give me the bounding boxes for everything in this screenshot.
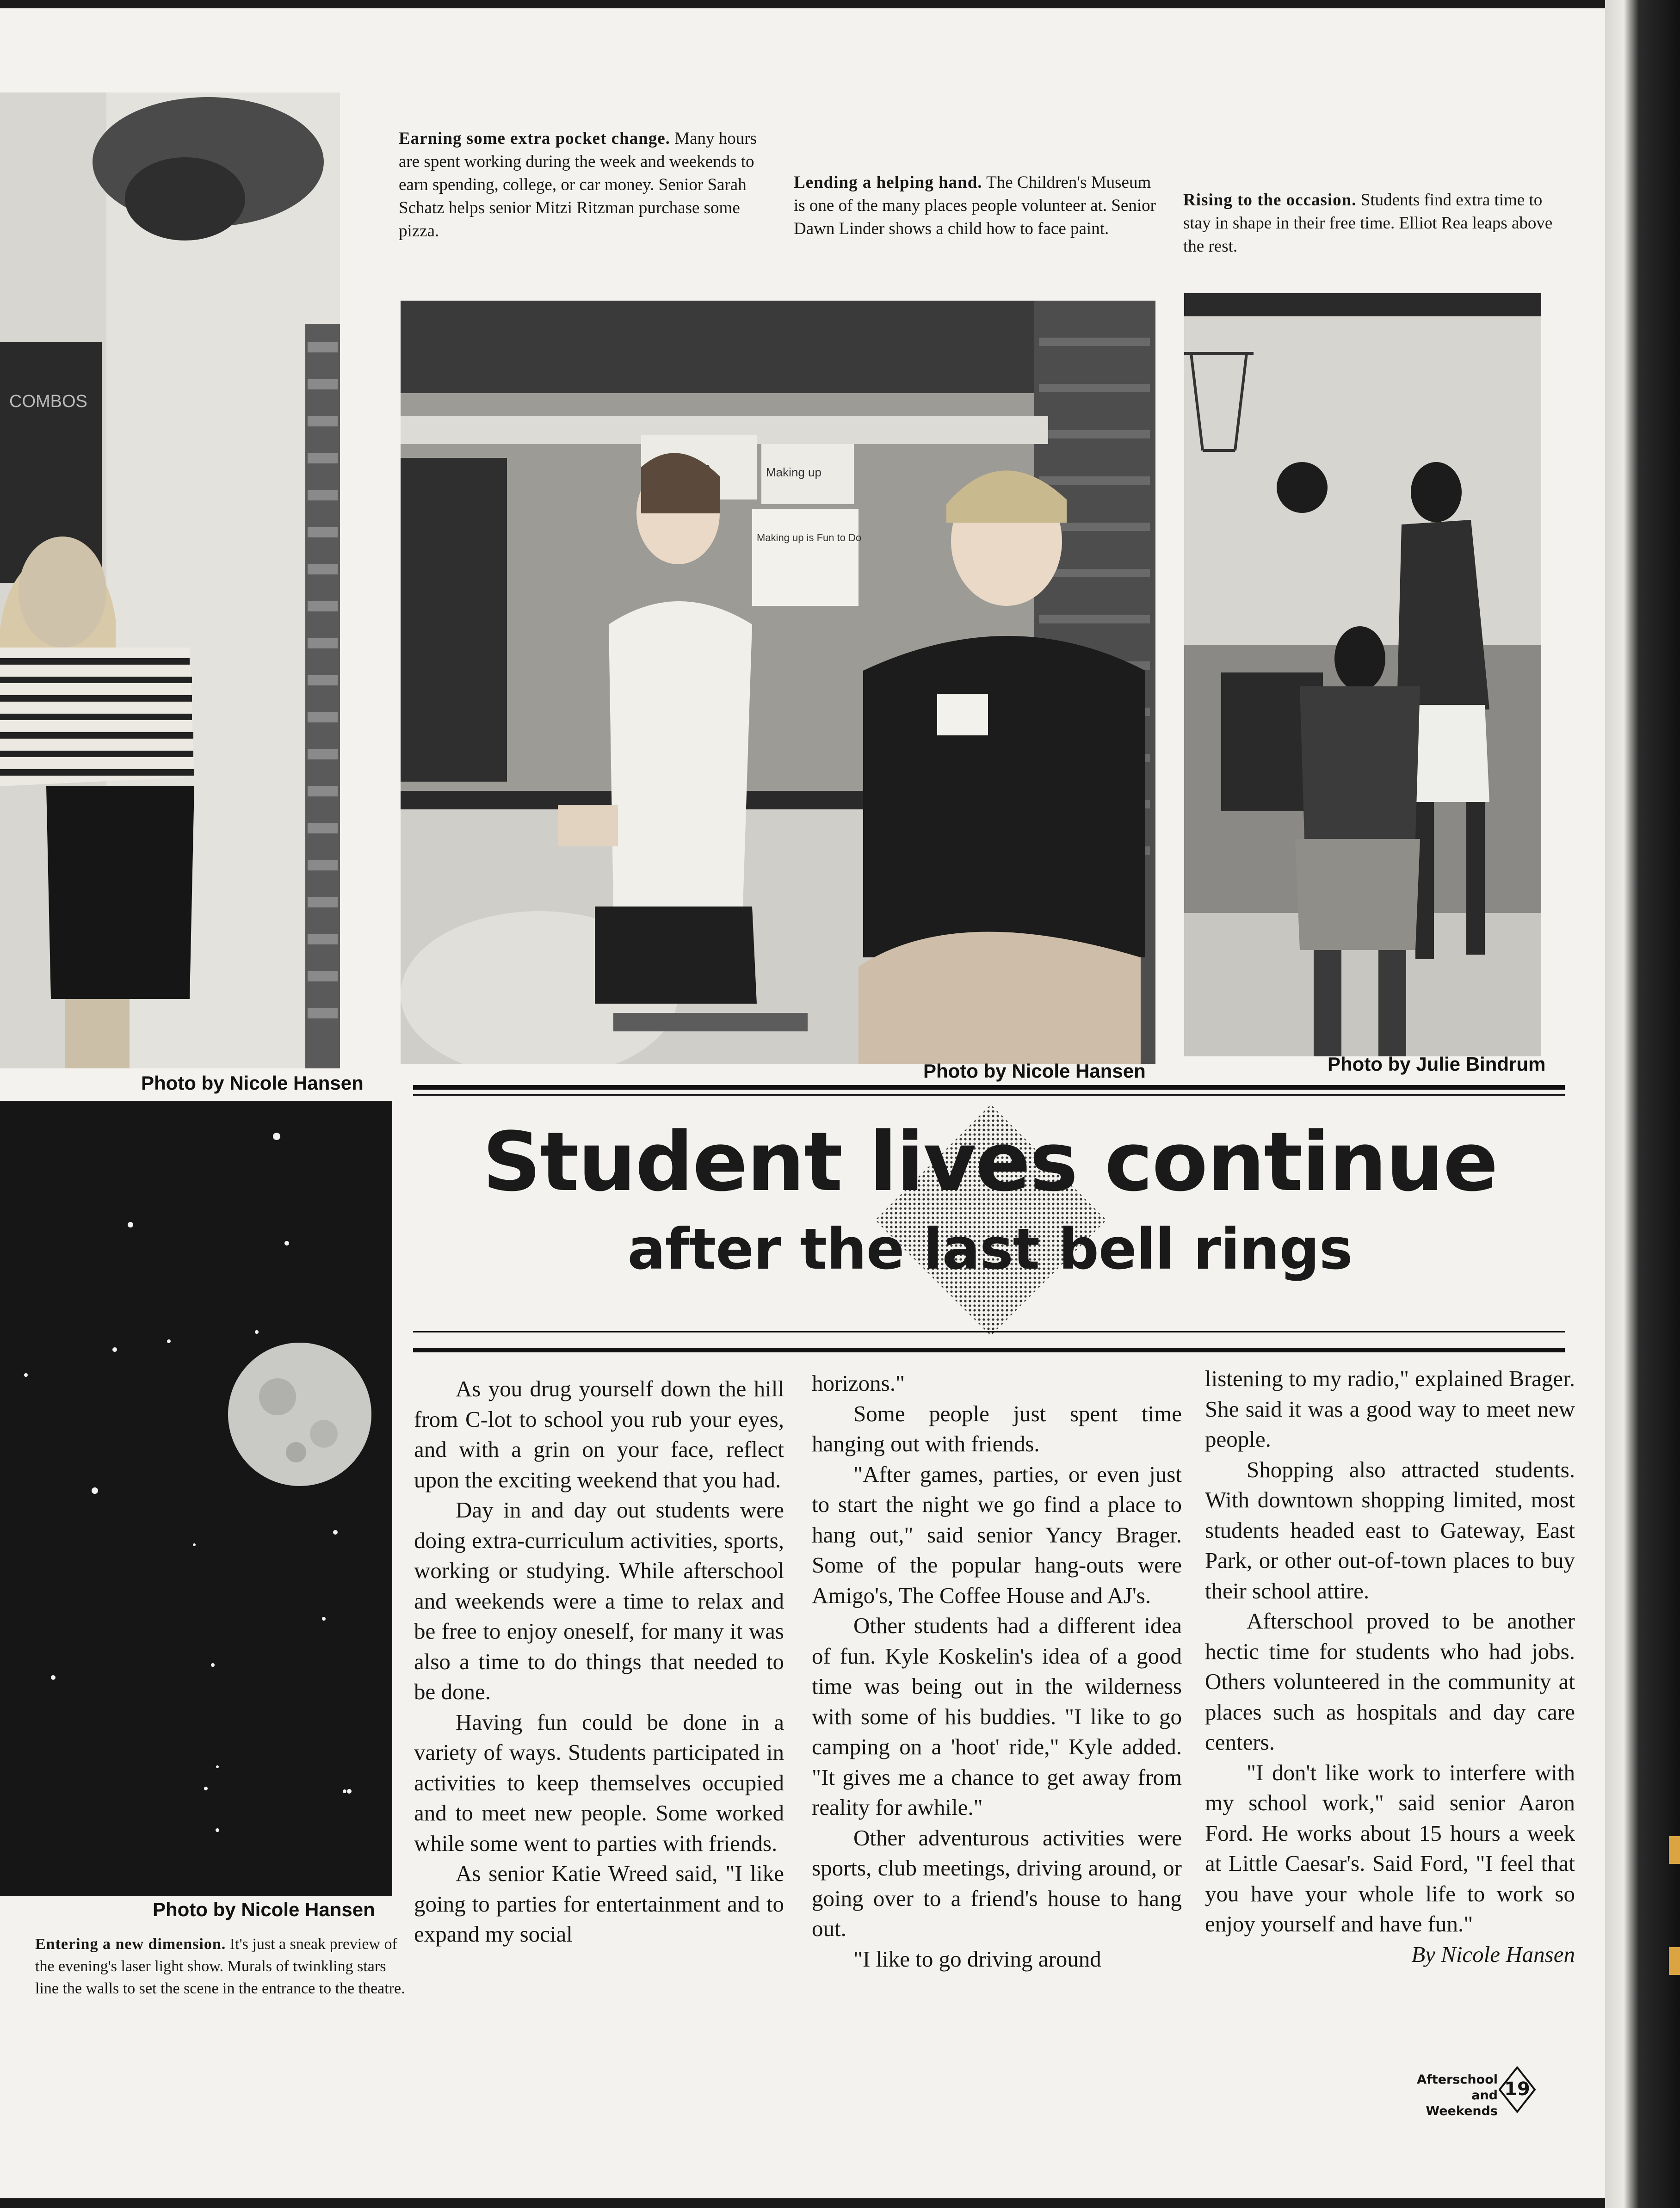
- article-paragraph: Other students had a different idea of fun. Kyle Koskelin's idea of a good time was being out in the wilderness with some of his buddies. "I like to go camping on a 'hoot' ride," Kyle added. "It gives me a chance to get away from reality for awhile.": [812, 1613, 1182, 1820]
- photo-space-mural: [0, 1101, 392, 1896]
- photo-pizza-counter: [0, 93, 340, 1068]
- caption-new-dimension: [35, 1933, 405, 2000]
- caption-lead: Rising to the occasion.: [1183, 191, 1357, 210]
- caption-rising-occasion: [1183, 189, 1553, 258]
- article-byline: By Nicole Hansen: [1411, 1941, 1575, 1967]
- article-paragraph: "I don't like work to interfere with my school work," said senior Aaron Ford. He works about 15 hours a week at Little Caesar's. Said Ford, "I feel that you have your whole life to work so enjoy yourself and have fun.": [1205, 1759, 1575, 1937]
- headline-rule-bottom-thin: [413, 1331, 1565, 1332]
- article-paragraph: As you drug yourself down the hill from C-lot to school you rub your eyes, and with a grin on your face, reflect upon the exciting weekend that you had.: [414, 1376, 784, 1493]
- article-paragraph: Other adventurous activities were sports, club meetings, driving around, or going over to a friend's house to hang out.: [812, 1825, 1182, 1941]
- article-paragraph: "After games, parties, or even just to start the night we go find a place to hang out," said senior Yancy Brager. Some of the popular hang-outs were Amigo's, The Coffee House and AJ's.: [812, 1461, 1182, 1608]
- article-column-3: [1205, 1363, 1575, 1969]
- headline-rule-bottom: [413, 1348, 1565, 1352]
- caption-lead: Lending a helping hand.: [794, 173, 982, 192]
- photo-face-painting: [401, 301, 1155, 1064]
- caption-text: Students find extra time to stay in shape in their free time. Elliot Rea leaps above the rest.: [1183, 191, 1553, 256]
- caption-pocket-change: [399, 127, 769, 243]
- article-paragraph: listening to my radio," explained Brager. She said it was a good way to meet new people.: [1205, 1366, 1575, 1452]
- article-paragraph: Some people just spent time hanging out with friends.: [812, 1400, 1182, 1456]
- banner-text: Making up: [766, 465, 821, 479]
- photo-credit: Photo by Nicole Hansen: [153, 1899, 375, 1920]
- caption-text: Many hours are spent working during the week and weekends to earn spending, college, or car money. Senior Sarah Schatz helps senior Mitzi Ritzman purchase some pizza.: [399, 129, 757, 241]
- banner-text: Making up is Fun to Do: [757, 532, 862, 543]
- headline-rule-top: [413, 1085, 1565, 1090]
- section-name: [1417, 2072, 1498, 2119]
- section-name-line: and Weekends: [1426, 2088, 1498, 2118]
- page-number-diamond: [1499, 2066, 1536, 2113]
- photo-credit: Photo by Nicole Hansen: [923, 1060, 1146, 1082]
- page-number: 19: [1504, 2078, 1530, 2100]
- article-paragraph: Afterschool proved to be another hectic time for students who had jobs. Others volunteered in the community at places such as hospitals and day care centers.: [1205, 1608, 1575, 1755]
- headline-sub: after the last bell rings: [627, 1216, 1353, 1282]
- menu-board-text: COMBOS: [9, 392, 87, 411]
- photo-credit: Photo by Julie Bindrum: [1328, 1053, 1546, 1075]
- page-tab-marker: [1669, 1947, 1680, 1975]
- article-paragraph: Day in and day out students were doing extra-curriculum activities, sports, working or studying. While afterschool and weekends were a time to relax and be free to enjoy oneself, for many it was also a time to do things that needed to be done.: [414, 1497, 784, 1704]
- article-paragraph: As senior Katie Wreed said, "I like going to parties for entertainment and to expand my social: [414, 1861, 784, 1947]
- photo-basketball: [1184, 293, 1541, 1056]
- caption-text: It's just a sneak preview of the evening's laser light show. Murals of twinkling stars line the walls to set the scene in the entrance to the theatre.: [35, 1936, 405, 1997]
- headline-main: Student lives continue: [482, 1115, 1497, 1209]
- caption-lead: Entering a new dimension.: [35, 1936, 226, 1953]
- article-paragraph: Having fun could be done in a variety of ways. Students participated in activities to keep themselves occupied and to meet new people. Some worked while some went to parties with friends.: [414, 1709, 784, 1856]
- article-column-2: [812, 1368, 1182, 1974]
- article-paragraph: horizons.": [812, 1370, 905, 1396]
- article-paragraph: Shopping also attracted students. With downtown shopping limited, most students headed east to Gateway, East Park, or other out-of-town places to buy their school attire.: [1205, 1456, 1575, 1604]
- book-spine-edge: [1605, 0, 1680, 2208]
- caption-text: The Children's Museum is one of the many places people volunteer at. Senior Dawn Linder shows a child how to face paint.: [794, 173, 1156, 238]
- page-tab-marker: [1669, 1836, 1680, 1864]
- headline-rule-top-thin: [413, 1094, 1565, 1096]
- section-name-line: Afterschool: [1417, 2072, 1498, 2087]
- article-column-1: [414, 1374, 784, 1949]
- page-folio: [1417, 2066, 1539, 2118]
- caption-helping-hand: [794, 171, 1164, 241]
- caption-lead: Earning some extra pocket change.: [399, 129, 670, 148]
- article-paragraph: "I like to go driving around: [853, 1946, 1101, 1972]
- photo-credit: Photo by Nicole Hansen: [141, 1072, 364, 1094]
